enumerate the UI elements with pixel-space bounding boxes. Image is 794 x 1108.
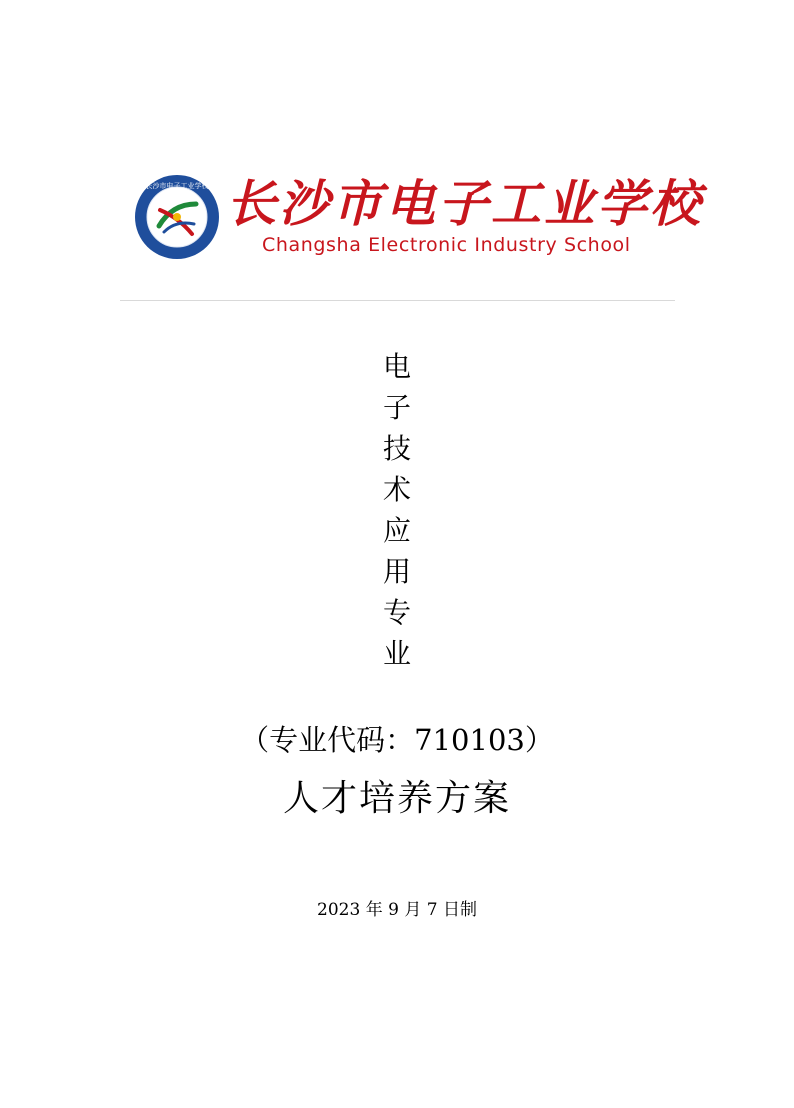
major-char: 电 <box>382 350 411 383</box>
major-char: 应 <box>382 514 411 547</box>
major-char: 子 <box>382 391 411 424</box>
major-char: 术 <box>382 473 411 506</box>
svg-text:长沙市电子工业学校: 长沙市电子工业学校 <box>145 182 209 190</box>
header-divider <box>120 300 675 301</box>
major-char: 专 <box>382 596 411 629</box>
major-code: （专业代码：710103） <box>240 723 554 757</box>
major-char: 技 <box>382 432 411 465</box>
major-char: 用 <box>382 555 411 588</box>
school-name-cn: 长沙市电子工业学校 <box>226 174 703 233</box>
document-title: 人才培养方案 <box>282 778 511 819</box>
document-date: 2023 年 9 月 7 日制 <box>317 900 477 920</box>
major-char: 业 <box>382 637 411 670</box>
school-seal-logo <box>134 174 220 260</box>
school-header <box>128 168 703 268</box>
major-name-vertical <box>377 346 417 674</box>
school-name-en: Changsha Electronic Industry School <box>262 234 631 256</box>
